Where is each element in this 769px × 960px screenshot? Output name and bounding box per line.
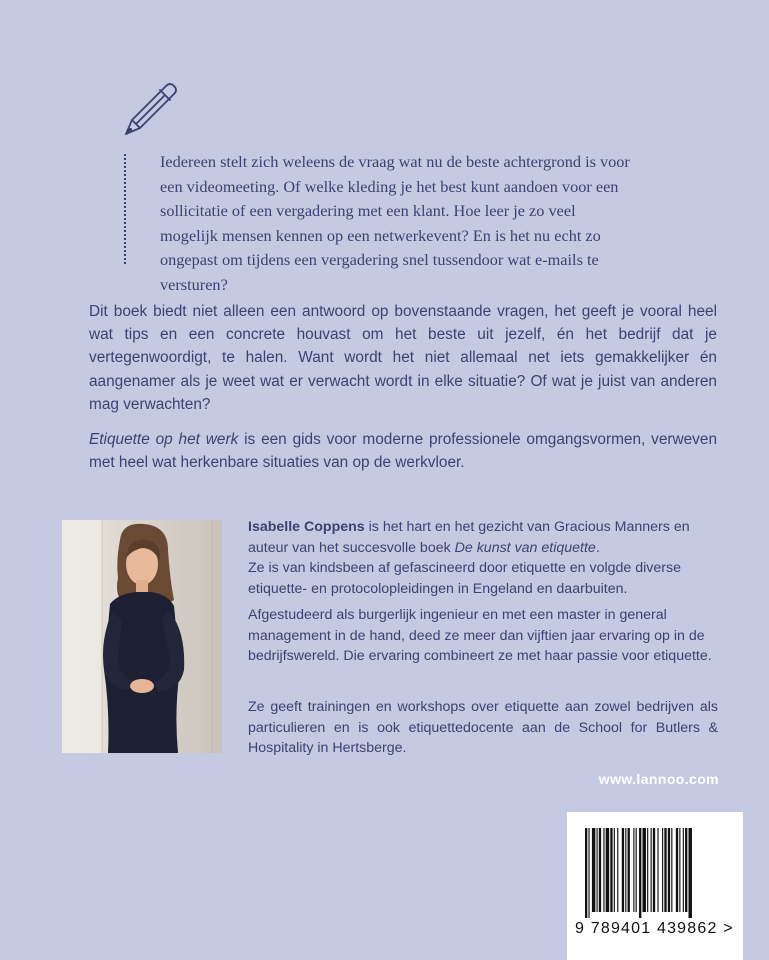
quote-text: Iedereen stelt zich weleens de vraag wat nu de beste achtergrond is voor een videomeeting. Of welke kleding je het best kunt aandoen voor een sollicitatie of een vergadering met een klant. Hoe leer je zo veel mogelijk mensen kennen op een netwerkevent? En is het nu echt zo ongepast om tijdens een vergadering snel tussendoor wat e-mails te versturen? xyxy=(160,152,630,294)
barcode-bar xyxy=(597,828,598,912)
author-name: Isabelle Coppens xyxy=(248,519,365,535)
barcode-bar xyxy=(622,828,624,912)
barcode-bar xyxy=(662,828,663,912)
isbn-barcode xyxy=(567,812,743,960)
barcode-bar xyxy=(639,828,641,918)
description-paragraph-2 xyxy=(89,428,717,474)
barcode-bar xyxy=(683,828,684,912)
barcode-bar xyxy=(671,828,672,912)
author-bio-paragraph-2: Afgestudeerd als burgerlijk ingenieur en met een master in general management in de hand, deed ze meer dan vijftien jaar ervaring op in de bedrijfswereld. Die ervaring combineert ze met haar passie voor etiquette. xyxy=(248,607,712,665)
barcode-bar xyxy=(653,828,655,912)
barcode-bar xyxy=(643,828,646,912)
publisher-website: www.lannoo.com xyxy=(598,771,719,787)
barcode-bar xyxy=(689,828,692,918)
barcode-bar xyxy=(679,828,680,912)
barcode-bar xyxy=(647,828,648,912)
barcode-bar xyxy=(676,828,678,912)
barcode-bar xyxy=(610,828,612,912)
barcode-bars xyxy=(581,828,729,918)
bio-text-line2: Ze is van kindsbeen af gefascineerd door etiquette en volgde diverse etiquette- en protocolopleidingen in Engeland en daarbuiten. xyxy=(248,560,681,597)
barcode-bar xyxy=(588,828,589,918)
bio-text-end: . xyxy=(595,539,600,556)
quote-divider xyxy=(124,154,130,264)
isbn-number: 9 789401 439862 > xyxy=(575,920,734,937)
barcode-bar xyxy=(636,828,637,912)
author-bio-paragraph-3: Ze geeft trainingen en workshops over etiquette aan zowel bedrijven als particulieren en is ook etiquettedocente aan de School for Butlers & Hospitality in Hertsberge. xyxy=(248,699,718,757)
barcode-bar xyxy=(628,828,630,912)
barcode-bar xyxy=(685,828,687,912)
barcode-bar xyxy=(617,828,618,912)
barcode-bar xyxy=(614,828,615,912)
book-title: Etiquette op het werk xyxy=(89,431,239,448)
description-paragraph-1: Dit boek biedt niet alleen een antwoord op bovenstaande vragen, het geeft je vooral heel wat tips en een concrete houvast om het beste uit jezelf, én het bedrijf dat je vertegenwoordigt, te halen. Want wordt het niet allemaal net iets gemakkelijker én aangenamer als je weet wat er verwacht wordt in elke situatie? Of wat je juist van anderen mag verwachten? xyxy=(89,303,717,413)
barcode-bar xyxy=(668,828,670,912)
author-bio-paragraph-1 xyxy=(248,517,718,599)
previous-book-title: De kunst van etiquette xyxy=(454,539,596,556)
barcode-bar xyxy=(651,828,652,912)
bio-text: is het hart en het gezicht van Gracious Manners en auteur van het succesvolle boek xyxy=(248,519,690,556)
barcode-bar xyxy=(603,828,604,912)
barcode-bar xyxy=(625,828,626,912)
barcode-bar xyxy=(657,828,658,912)
author-photo xyxy=(62,520,222,753)
barcode-bar xyxy=(664,828,666,912)
barcode-bar xyxy=(606,828,609,912)
barcode-bar xyxy=(633,828,634,912)
description-paragraph-2-rest: is een gids voor moderne professionele omgangsvormen, verweven met heel wat herkenbare situaties van op de werkvloer. xyxy=(89,431,718,472)
barcode-bar xyxy=(599,828,601,912)
fountain-pen-icon xyxy=(120,80,182,140)
barcode-bar xyxy=(585,828,587,918)
barcode-bar xyxy=(592,828,595,912)
